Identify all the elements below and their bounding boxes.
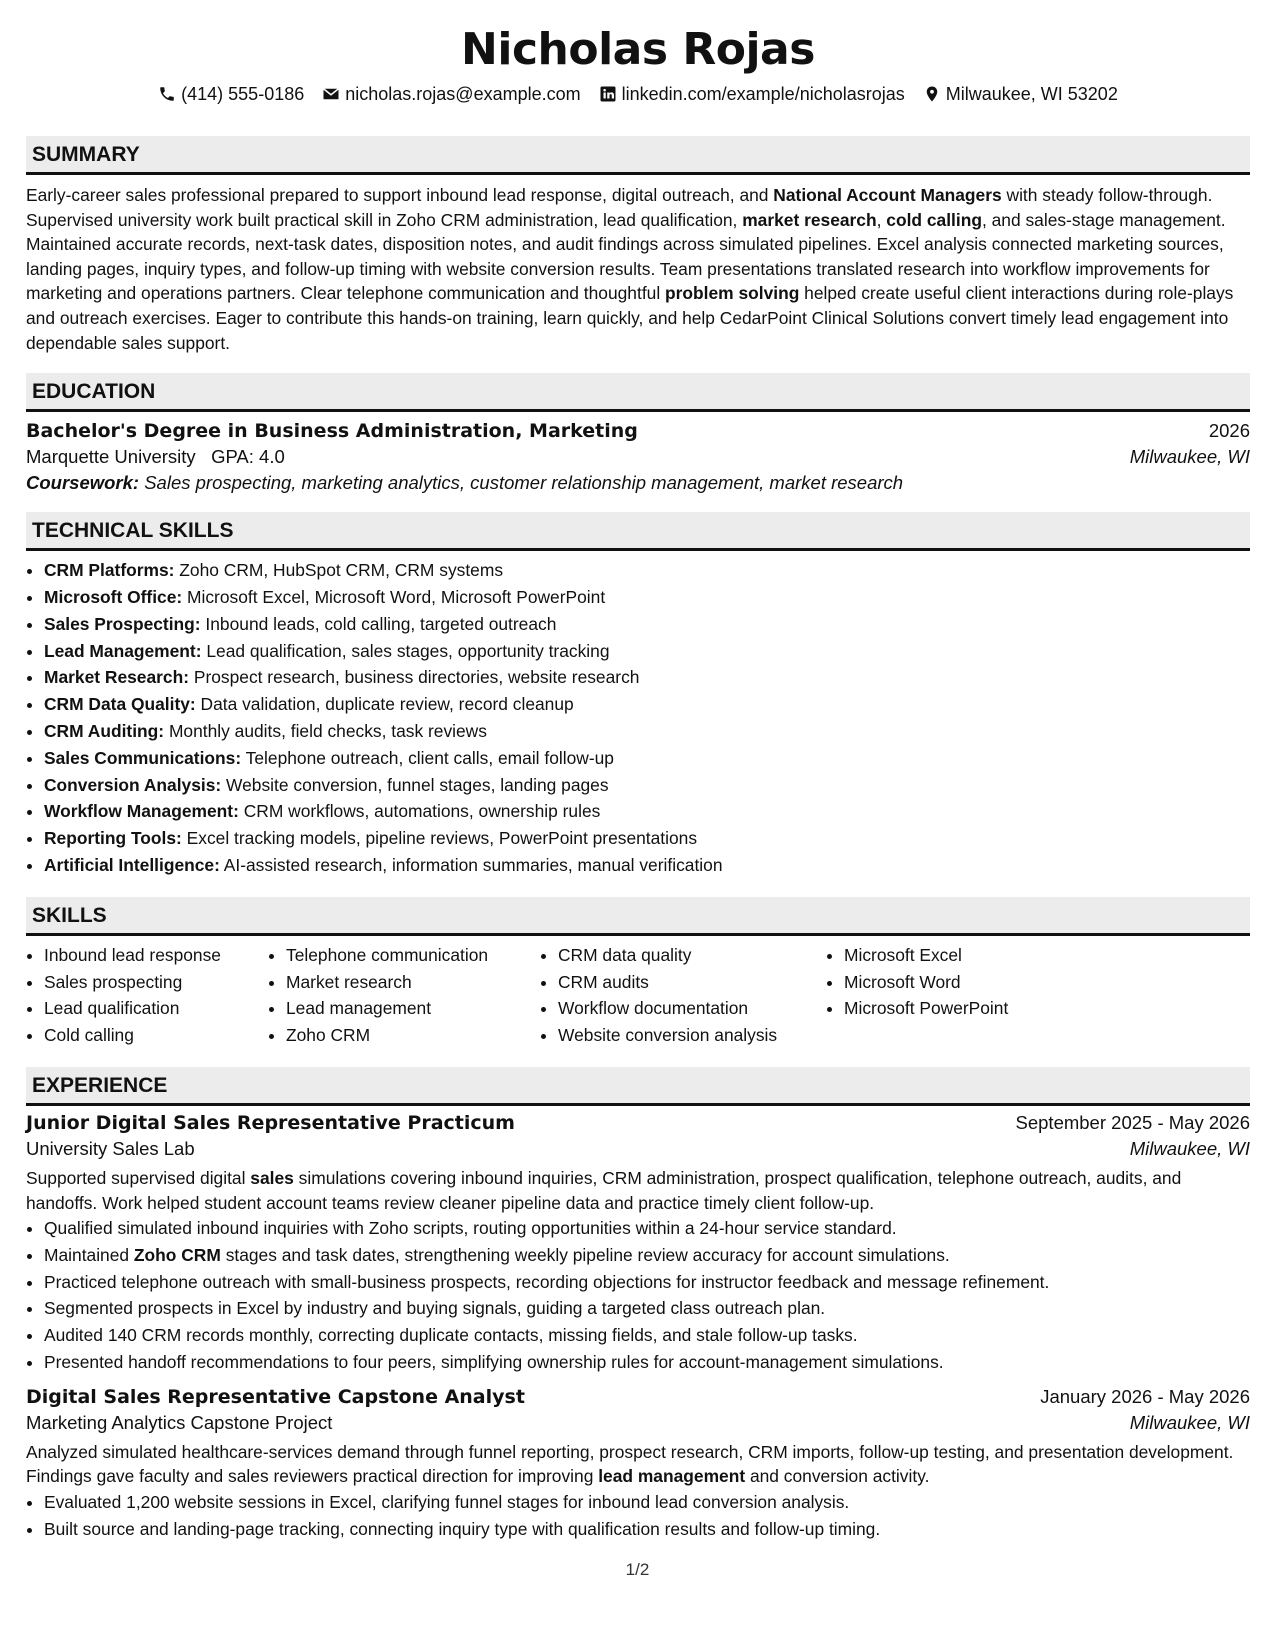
skills-heading: SKILLS	[26, 897, 1250, 936]
school-name: Marquette University	[26, 446, 196, 468]
job-bullet	[44, 1295, 1250, 1322]
skills-section	[26, 897, 1250, 1049]
text-segment: helped create useful client interactions during role-plays and outreach exercises. Eager to contribute this hands-on training, learn quickly, and help CedarPoint Clinical Solutions convert timely lead engagement into dependable sales support.	[26, 283, 1234, 353]
job-dates: September 2025 - May 2026	[1015, 1111, 1250, 1133]
text-segment: Early-career sales professional prepared to support inbound lead response, digital outreach, and	[26, 185, 774, 205]
technical-skill-label: Sales Prospecting:	[44, 613, 201, 634]
text-segment: Qualified simulated inbound inquiries with Zoho scripts, routing opportunities within a 24-hour service standard.	[44, 1218, 897, 1239]
technical-skills-section	[26, 512, 1250, 879]
degree-year: 2026	[1208, 420, 1250, 442]
text-segment: Practiced telephone outreach with small-business prospects, recording objections for instructor feedback and message refinement.	[44, 1271, 1050, 1292]
technical-skill-item	[44, 772, 1250, 799]
summary-heading: SUMMARY	[26, 136, 1250, 175]
technical-skill-label: Lead Management:	[44, 640, 202, 661]
job-bullet	[44, 1489, 1250, 1516]
technical-skill-value: Monthly audits, field checks, task reviews	[168, 720, 487, 741]
text-segment: Evaluated 1,200 website sessions in Excel, clarifying funnel stages for inbound lead conversion analysis.	[44, 1492, 850, 1513]
skill-item: • Workflow documentation	[558, 995, 826, 1022]
page-number: 1/2	[625, 1560, 650, 1579]
job-description	[26, 1166, 1250, 1215]
contact-email[interactable]	[322, 82, 580, 106]
email-text: nicholas.rojas@example.com	[345, 84, 581, 104]
technical-skill-value: Inbound leads, cold calling, targeted outreach	[205, 613, 557, 634]
coursework-text: Sales prospecting, marketing analytics, customer relationship management, market research	[144, 472, 904, 494]
job-org: University Sales Lab	[26, 1137, 195, 1159]
technical-skill-value: Data validation, duplicate review, record cleanup	[200, 694, 574, 715]
skill-item: • Telephone communication	[286, 942, 540, 969]
coursework-line	[26, 472, 1250, 494]
skill-item: • Sales prospecting	[44, 969, 268, 996]
job-bullet	[44, 1322, 1250, 1349]
emphasis-text: National Account Managers	[773, 185, 1002, 205]
technical-skill-label: CRM Data Quality:	[44, 694, 196, 715]
skill-item: • Zoho CRM	[286, 1022, 540, 1049]
resume-page	[26, 0, 1250, 1543]
technical-skill-value: Excel tracking models, pipeline reviews, PowerPoint presentations	[186, 828, 698, 849]
school-location: Milwaukee, WI	[1129, 446, 1250, 468]
technical-skill-value: Zoho CRM, HubSpot CRM, CRM systems	[179, 560, 504, 581]
skills-column	[826, 942, 1084, 1049]
job-bullet	[44, 1516, 1250, 1543]
emphasis-text: problem solving	[665, 283, 800, 304]
education-school-row	[26, 446, 1250, 468]
contact-phone	[158, 82, 304, 106]
technical-skill-value: Prospect research, business directories, website research	[193, 667, 640, 688]
technical-skill-value: Telephone outreach, client calls, email follow-up	[245, 747, 614, 768]
text-segment: Segmented prospects in Excel by industry and buying signals, guiding a targeted class outreach plan.	[44, 1298, 826, 1319]
contact-linkedin[interactable]	[599, 82, 905, 106]
emphasis-text: market research	[742, 209, 877, 230]
skill-item: • Microsoft Excel	[844, 942, 1084, 969]
technical-skill-item	[44, 825, 1250, 852]
text-segment: Supported supervised digital	[26, 1167, 251, 1188]
technical-skill-label: Reporting Tools:	[44, 828, 182, 849]
text-segment: Audited 140 CRM records monthly, correcting duplicate contacts, missing fields, and stale follow-up tasks.	[44, 1325, 858, 1346]
skills-column	[540, 942, 826, 1049]
technical-skill-item	[44, 798, 1250, 825]
job-bullets	[26, 1489, 1250, 1543]
contact-bar	[26, 82, 1250, 106]
job-description	[26, 1440, 1250, 1489]
job-org-row	[26, 1412, 1250, 1434]
job-entry	[26, 1386, 1250, 1543]
technical-skills-heading: TECHNICAL SKILLS	[26, 512, 1250, 551]
text-segment: stages and task dates, strengthening weekly pipeline review accuracy for account simulations.	[220, 1244, 950, 1265]
technical-skill-item	[44, 557, 1250, 584]
linkedin-text: linkedin.com/example/nicholasrojas	[621, 84, 905, 104]
skills-column	[268, 942, 540, 1049]
skill-item: • Microsoft Word	[844, 969, 1084, 996]
technical-skill-label: Microsoft Office:	[44, 586, 183, 607]
experience-heading: EXPERIENCE	[26, 1067, 1250, 1106]
technical-skill-item	[44, 638, 1250, 665]
text-segment: Presented handoff recommendations to four peers, simplifying ownership rules for account-management simulations.	[44, 1352, 944, 1373]
text-segment: Built source and landing-page tracking, connecting inquiry type with qualification results and follow-up timing.	[44, 1518, 881, 1539]
text-segment: Analyzed simulated healthcare-services demand through funnel reporting, prospect research, CRM imports, follow-up testing, and presentation development. Findings gave faculty and sales reviewers practical direction for improving	[26, 1441, 1234, 1487]
job-bullet	[44, 1215, 1250, 1242]
technical-skill-label: CRM Auditing:	[44, 720, 165, 741]
school-line	[26, 446, 285, 468]
skill-item: • CRM audits	[558, 969, 826, 996]
skill-item: • Website conversion analysis	[558, 1022, 826, 1049]
gpa: GPA: 4.0	[211, 446, 285, 468]
job-org: Marketing Analytics Capstone Project	[26, 1411, 333, 1433]
candidate-name: Nicholas Rojas	[461, 24, 815, 75]
job-title-row	[26, 1112, 1250, 1134]
skill-item: • Microsoft PowerPoint	[844, 995, 1084, 1022]
technical-skill-value: Lead qualification, sales stages, opportunity tracking	[206, 640, 610, 661]
skill-item: • Inbound lead response	[44, 942, 268, 969]
technical-skill-item	[44, 852, 1250, 879]
job-bullet	[44, 1349, 1250, 1376]
coursework-label: Coursework:	[26, 472, 140, 494]
job-dates: January 2026 - May 2026	[1040, 1385, 1250, 1407]
text-segment: , and sales-stage management. Maintained accurate records, next-task dates, disposition notes, and audit findings across simulated pipelines. Excel analysis connected marketing sources, landing pages, inquiry types, and follow-up timing with website conversion results. Team presentations translated research into workflow improvements for marketing and operations partners. Clear telephone communication and thoughtful	[26, 209, 1226, 304]
technical-skill-label: Market Research:	[44, 667, 189, 688]
technical-skill-item	[44, 664, 1250, 691]
job-bullet	[44, 1269, 1250, 1296]
technical-skill-label: Conversion Analysis:	[44, 774, 222, 795]
emphasis-text: sales	[250, 1167, 294, 1188]
text-segment: with steady follow-through. Supervised university work built practical skill in Zoho CRM administration, lead qualification,	[26, 185, 1213, 230]
technical-skill-value: CRM workflows, automations, ownership rules	[243, 801, 601, 822]
technical-skill-label: Artificial Intelligence:	[44, 854, 220, 875]
technical-skill-item	[44, 745, 1250, 772]
phone-icon	[158, 85, 176, 103]
job-bullet	[44, 1242, 1250, 1269]
job-title-row	[26, 1386, 1250, 1408]
technical-skills-list	[26, 557, 1250, 879]
experience-section	[26, 1067, 1250, 1543]
emphasis-text: Zoho CRM	[133, 1244, 221, 1265]
summary-text	[26, 183, 1250, 355]
job-location: Milwaukee, WI	[1129, 1411, 1250, 1433]
technical-skill-value: Website conversion, funnel stages, landing pages	[226, 774, 609, 795]
technical-skill-value: AI-assisted research, information summaries, manual verification	[223, 854, 723, 875]
technical-skill-label: Workflow Management:	[44, 801, 239, 822]
education-heading: EDUCATION	[26, 373, 1250, 412]
location-text: Milwaukee, WI 53202	[945, 84, 1118, 104]
experience-jobs	[26, 1112, 1250, 1543]
summary-section	[26, 136, 1250, 355]
text-segment: and conversion activity.	[745, 1466, 930, 1487]
job-title: Digital Sales Representative Capstone Analyst	[26, 1385, 525, 1408]
emphasis-text: lead management	[598, 1466, 746, 1487]
skills-column	[26, 942, 268, 1049]
technical-skill-label: CRM Platforms:	[44, 560, 175, 581]
degree-title: Bachelor's Degree in Business Administration, Marketing	[26, 420, 638, 443]
technical-skill-item	[44, 718, 1250, 745]
map-pin-icon	[923, 85, 941, 103]
emphasis-text: cold calling	[886, 209, 982, 230]
job-location: Milwaukee, WI	[1129, 1137, 1250, 1159]
text-segment: Maintained	[44, 1244, 134, 1265]
education-section	[26, 373, 1250, 494]
technical-skill-value: Microsoft Excel, Microsoft Word, Microsoft PowerPoint	[187, 586, 606, 607]
technical-skill-item	[44, 584, 1250, 611]
text-segment: ,	[876, 209, 887, 230]
skill-item: • Lead management	[286, 995, 540, 1022]
job-entry	[26, 1112, 1250, 1376]
skill-item: • Market research	[286, 969, 540, 996]
envelope-icon	[322, 85, 340, 103]
job-org-row	[26, 1138, 1250, 1160]
phone-text: (414) 555-0186	[181, 84, 305, 104]
technical-skill-item	[44, 691, 1250, 718]
technical-skill-item	[44, 611, 1250, 638]
skills-columns	[26, 942, 1250, 1049]
education-degree-row	[26, 420, 1250, 442]
job-title: Junior Digital Sales Representative Practicum	[26, 1111, 515, 1134]
linkedin-icon	[599, 85, 617, 103]
skill-item: • Cold calling	[44, 1022, 268, 1049]
technical-skill-label: Sales Communications:	[44, 747, 242, 768]
skill-item: • CRM data quality	[558, 942, 826, 969]
contact-location	[923, 82, 1118, 106]
text-segment: simulations covering inbound inquiries, CRM administration, prospect qualification, telephone outreach, audits, and handoffs. Work helped student account teams review cleaner pipeline data and practice timely client follow-up.	[26, 1167, 1182, 1213]
job-bullets	[26, 1215, 1250, 1376]
skill-item: • Lead qualification	[44, 995, 268, 1022]
